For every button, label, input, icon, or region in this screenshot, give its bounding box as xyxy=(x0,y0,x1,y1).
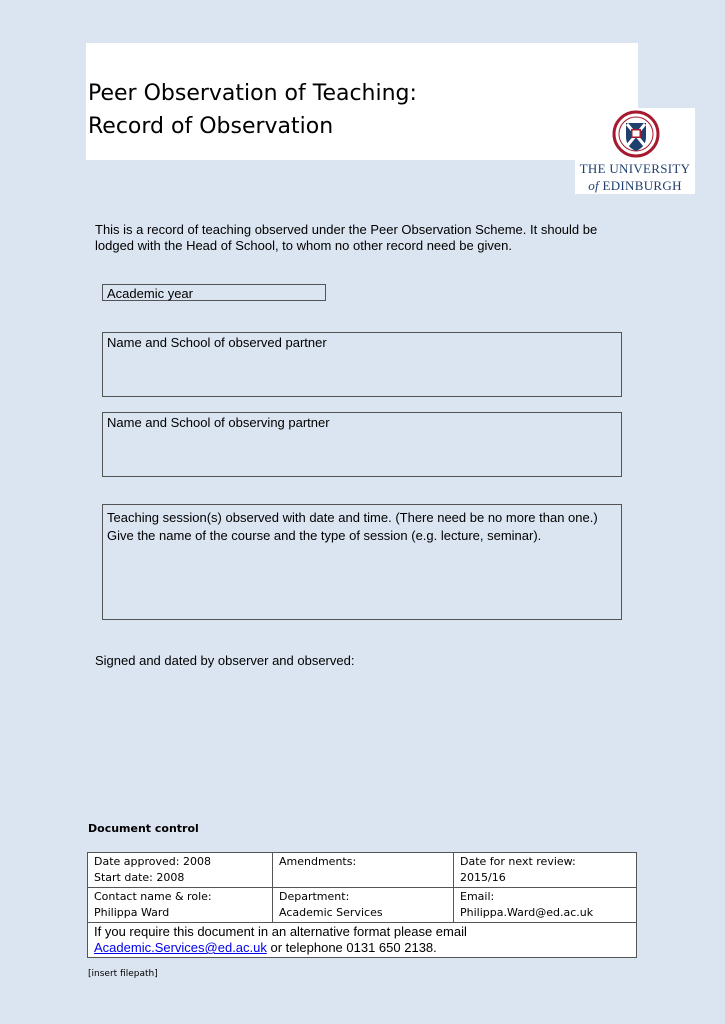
next-review-label: Date for next review: xyxy=(460,855,576,868)
approval-cell xyxy=(88,853,273,888)
teaching-session-field[interactable] xyxy=(102,504,622,620)
amendments-label: Amendments: xyxy=(279,855,357,868)
email-value: Philippa.Ward@ed.ac.uk xyxy=(460,906,594,919)
table-row xyxy=(88,853,637,888)
alternative-contact-line xyxy=(94,940,630,956)
page-title-line2: Record of Observation xyxy=(88,114,334,139)
filepath-footer: [insert filepath] xyxy=(88,969,158,979)
teaching-session-label: Teaching session(s) observed with date and time. (There need be no more than one.) Give the name of the course and the type of session (e.g. lecture, seminar). xyxy=(107,510,598,543)
university-logo xyxy=(575,108,695,194)
email-cell xyxy=(454,888,637,923)
start-date: Start date: 2008 xyxy=(94,871,185,884)
department-cell xyxy=(273,888,454,923)
academic-year-field[interactable] xyxy=(102,284,326,301)
observing-partner-label: Name and School of observing partner xyxy=(107,415,330,430)
next-review-cell xyxy=(454,853,637,888)
contact-label: Contact name & role: xyxy=(94,890,212,903)
page-title-line1: Peer Observation of Teaching: xyxy=(88,81,417,106)
title-band xyxy=(86,43,638,160)
observed-partner-field[interactable] xyxy=(102,332,622,397)
intro-paragraph: This is a record of teaching observed under the Peer Observation Scheme. It should be lodged with the Head of School, to whom no other record need be given. xyxy=(95,222,598,253)
alternative-format-cell xyxy=(88,923,637,958)
logo-text-name: EDINBURGH xyxy=(602,178,682,193)
academic-services-email-link[interactable]: Academic.Services@ed.ac.uk xyxy=(94,940,267,955)
contact-cell xyxy=(88,888,273,923)
page-title xyxy=(88,77,417,143)
alternative-phone-text: or telephone 0131 650 2138. xyxy=(266,940,437,955)
logo-text-university: THE UNIVERSITY xyxy=(579,161,691,176)
table-row xyxy=(88,888,637,923)
contact-value: Philippa Ward xyxy=(94,906,170,919)
document-control-heading: Document control xyxy=(88,822,199,835)
document-control-table xyxy=(87,852,637,958)
logo-text-edinburgh xyxy=(575,178,695,194)
table-row xyxy=(88,923,637,958)
signature-prompt: Signed and dated by observer and observed: xyxy=(95,653,355,668)
amendments-cell xyxy=(273,853,454,888)
logo-text-of: of xyxy=(588,178,599,193)
date-approved: Date approved: 2008 xyxy=(94,855,211,868)
email-label: Email: xyxy=(460,890,495,903)
alternative-format-text: If you require this document in an alternative format please email xyxy=(94,924,467,939)
observed-partner-label: Name and School of observed partner xyxy=(107,335,327,350)
department-label: Department: xyxy=(279,890,350,903)
next-review-value: 2015/16 xyxy=(460,871,506,884)
observing-partner-field[interactable] xyxy=(102,412,622,477)
department-value: Academic Services xyxy=(279,906,383,919)
academic-year-label: Academic year xyxy=(107,286,193,301)
university-crest-icon xyxy=(611,110,661,158)
